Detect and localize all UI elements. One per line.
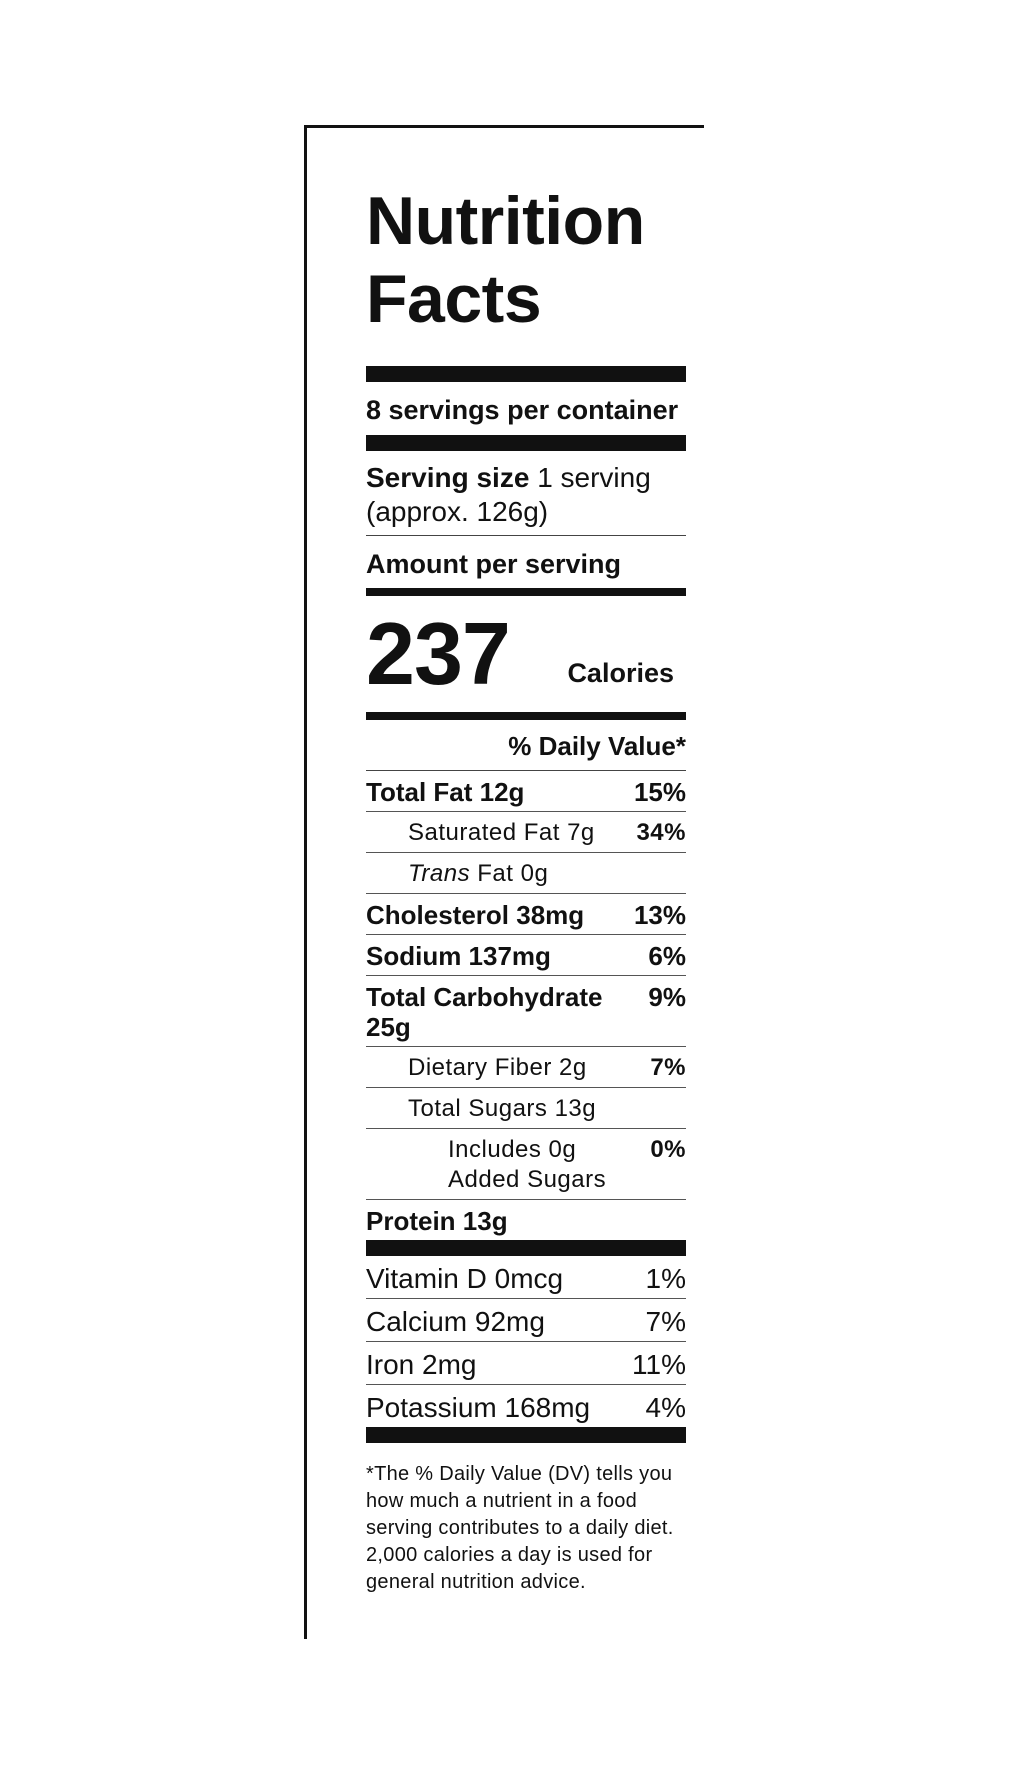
nutrient-dv: 9% [648, 982, 686, 1012]
amount-per-serving: Amount per serving [366, 549, 622, 579]
vitamin-dv: 11% [632, 1349, 686, 1380]
vitamin-name: Potassium 168mg [366, 1392, 591, 1423]
serving-size-value: 1 serving (approx. 126g) [366, 462, 651, 527]
thick-divider [366, 435, 686, 451]
title-line-1: Nutrition [366, 183, 645, 259]
vitamin-row [366, 1385, 686, 1427]
vitamin-row [366, 1342, 686, 1385]
medium-divider [366, 588, 686, 596]
nutrient-row-total-sugars [366, 1088, 686, 1129]
footnote: *The % Daily Value (DV) tells you how much a nutrient in a food serving contributes to a daily diet. 2,000 calories a day is used for general nutrition advice. [366, 1463, 674, 1593]
calories-value: 237 [366, 604, 510, 703]
nutrient-name: Protein 13g [366, 1206, 508, 1236]
nutrient-name [366, 859, 548, 889]
serving-size [366, 451, 686, 535]
trans-italic: Trans [408, 860, 471, 887]
nutrient-row-sodium [366, 935, 686, 976]
nutrient-dv: 34% [636, 819, 686, 846]
medium-divider [366, 712, 686, 720]
servings-per-container: 8 servings per container [366, 395, 679, 425]
nutrient-name: Total Fat 12g [366, 777, 525, 807]
nutrient-row-added-sugars [366, 1129, 686, 1200]
thick-divider [366, 1240, 686, 1256]
vitamin-name: Vitamin D 0mcg [366, 1263, 564, 1294]
nutrient-row-saturated-fat [366, 812, 686, 853]
vitamin-dv: 7% [645, 1306, 686, 1337]
nutrient-dv: 7% [650, 1054, 686, 1081]
vitamin-name: Calcium 92mg [366, 1306, 545, 1337]
nutrient-name: Sodium 137mg [366, 941, 551, 971]
nutrient-row-trans-fat [366, 853, 686, 894]
serving-size-label: Serving size [366, 462, 530, 493]
thick-divider [366, 1427, 686, 1443]
nutrient-row-total-fat [366, 771, 686, 812]
nutrient-dv: 13% [633, 900, 686, 930]
thick-divider [366, 366, 686, 382]
label-title [366, 182, 686, 338]
nutrient-name: Includes 0g Added Sugars [448, 1136, 607, 1193]
trans-fat-amount: Fat 0g [477, 860, 549, 887]
nutrient-name: Dietary Fiber 2g [408, 1054, 587, 1081]
vitamin-row [366, 1256, 686, 1299]
calories-row [366, 596, 686, 712]
nutrient-dv: 0% [650, 1136, 686, 1163]
vitamin-row [366, 1299, 686, 1342]
nutrient-name: Cholesterol 38mg [366, 900, 585, 930]
nutrition-facts-panel [366, 150, 686, 1596]
nutrient-name: Saturated Fat 7g [408, 819, 595, 846]
vitamin-name: Iron 2mg [366, 1349, 477, 1380]
nutrient-dv: 6% [648, 941, 686, 971]
nutrient-dv: 15% [633, 777, 686, 807]
nutrient-row-cholesterol [366, 894, 686, 935]
nutrient-row-total-carbohydrate [366, 976, 686, 1047]
nutrient-name: Total Carbohydrate 25g [366, 982, 603, 1042]
calories-label: Calories [567, 658, 674, 688]
title-line-2: Facts [366, 261, 542, 337]
vitamin-dv: 1% [645, 1263, 686, 1294]
daily-value-header: % Daily Value* [508, 731, 686, 761]
nutrient-row-dietary-fiber [366, 1047, 686, 1088]
nutrient-name: Total Sugars 13g [408, 1095, 597, 1122]
vitamin-dv: 4% [645, 1392, 686, 1423]
nutrient-row-protein [366, 1200, 686, 1240]
